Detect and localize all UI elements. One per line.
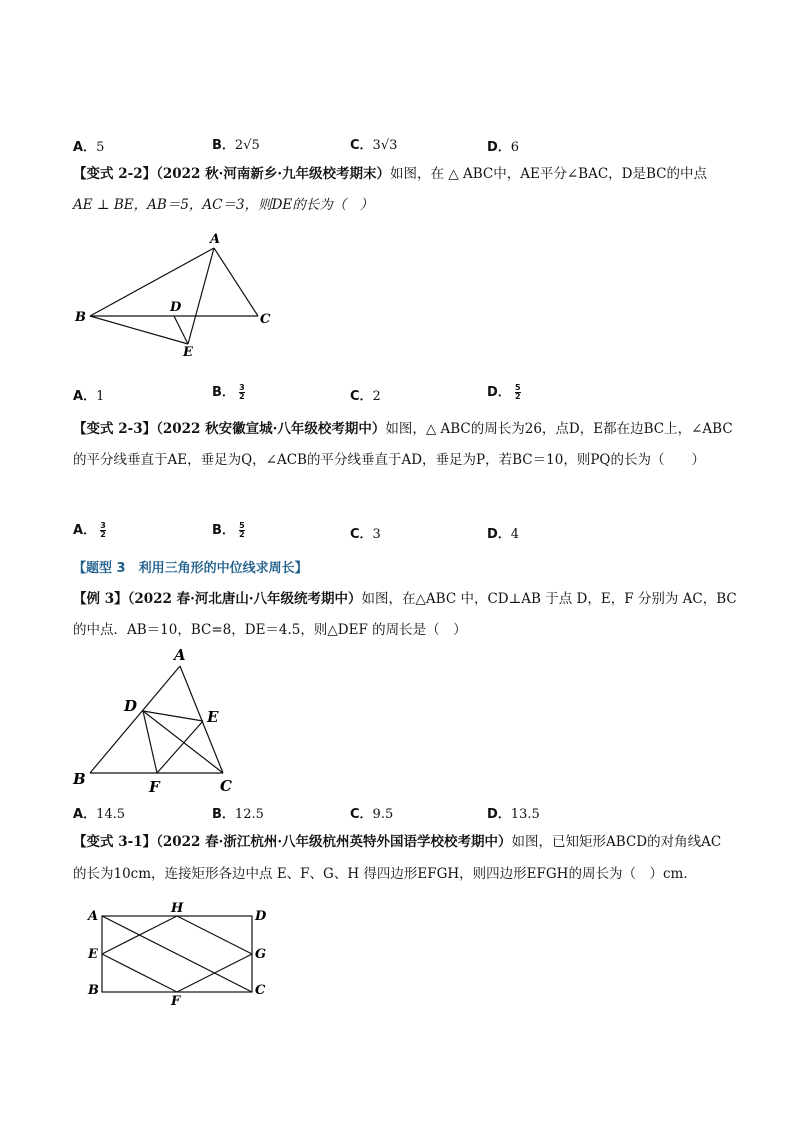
q2-stem-line1: 【变式 2-2】（2022 秋·河南新乡·九年级校考期末）如图，在 △ ABC中，AE平分∠BAC，D是BC的中点 bbox=[73, 166, 707, 182]
q4-segment-ef bbox=[157, 721, 203, 773]
q5-label-e: E bbox=[88, 947, 98, 962]
q5-label-a: A bbox=[88, 909, 99, 924]
q3-stem-line1: 【变式 2-3】（2022 秋安徽宣城·八年级校考期中）如图，△ ABC的周长为26，点D，E都在边BC上，∠ABC bbox=[73, 421, 733, 437]
q2-stem-line2: AE ⊥ BE，AB＝5，AC＝3，则DE的长为（ ） bbox=[73, 197, 374, 213]
q1-option-c: C．3√3 bbox=[350, 138, 398, 153]
q5-label-f: F bbox=[171, 994, 181, 1008]
q2-figure-triangle bbox=[70, 228, 280, 360]
q5-segment-hg bbox=[177, 916, 252, 954]
q3-option-b: B． $\frac{5}{2}$ bbox=[212, 521, 245, 539]
q1-option-d: D．6 bbox=[487, 140, 520, 155]
q5-label-b: B bbox=[88, 983, 99, 998]
q2-segment-ab bbox=[90, 248, 214, 316]
q4-segment-de bbox=[143, 711, 203, 721]
q2-label-a: A bbox=[210, 232, 221, 247]
q4-label-e: E bbox=[207, 708, 219, 726]
q4-option-b: B．12.5 bbox=[212, 807, 264, 822]
q2-segment-de bbox=[174, 316, 188, 344]
q4-stem-line1: 【例 3】（2022 春·河北唐山·八年级统考期中）如图，在△ABC 中，CD⊥AB 于点 D，E，F 分别为 AC，BC bbox=[73, 591, 737, 607]
q5-diagonal-ac bbox=[102, 916, 252, 992]
q4-label-c: C bbox=[220, 777, 232, 795]
q2-option-b: B． $\frac{3}{2}$ bbox=[212, 383, 245, 401]
q5-stem-line2: 的长为10cm，连接矩形各边中点 E、F、G、H 得四边形EFGH，则四边形EFGH的周长为（ ）cm． bbox=[73, 866, 697, 882]
q2-segment-ac bbox=[214, 248, 258, 316]
q3-option-a: A． $\frac{3}{2}$ bbox=[73, 521, 106, 539]
q5-label-c: C bbox=[255, 983, 266, 998]
section-heading: 【题型 3 利用三角形的中位线求周长】 bbox=[73, 561, 308, 576]
q2-label-e: E bbox=[183, 345, 193, 360]
q3-option-c: C．3 bbox=[350, 527, 381, 542]
q4-figure-triangle bbox=[70, 642, 250, 798]
q2-segment-ae bbox=[188, 248, 214, 344]
q2-label-d: D bbox=[170, 300, 182, 315]
q4-label-b: B bbox=[73, 770, 86, 788]
q4-label-d: D bbox=[124, 697, 138, 715]
q4-stem-line2: 的中点．AB＝10，BC=8，DE＝4.5，则△DEF 的周长是（ ） bbox=[73, 622, 467, 638]
q4-segment-ab bbox=[90, 666, 180, 773]
q2-option-d: D． $\frac{5}{2}$ bbox=[487, 383, 521, 401]
q2-segment-be bbox=[90, 316, 188, 344]
q4-label-a: A bbox=[174, 646, 186, 664]
q1-option-a: A．5 bbox=[73, 140, 105, 155]
q2-option-a: A．1 bbox=[73, 389, 105, 404]
q5-stem-line1: 【变式 3-1】（2022 春·浙江杭州·八年级杭州英特外国语学校校考期中）如图，已知矩形ABCD的对角线AC bbox=[73, 834, 722, 850]
q1-option-b: B．2√5 bbox=[212, 138, 260, 153]
q3-option-d: D．4 bbox=[487, 527, 520, 542]
q5-segment-ef bbox=[102, 954, 177, 992]
q4-option-c: C．9.5 bbox=[350, 807, 394, 822]
q4-option-d: D．13.5 bbox=[487, 807, 540, 822]
q4-label-f: F bbox=[149, 778, 160, 796]
q4-option-a: A．14.5 bbox=[73, 807, 126, 822]
q5-label-d: D bbox=[255, 909, 267, 924]
q2-label-c: C bbox=[260, 312, 271, 327]
q5-figure-rectangle bbox=[80, 898, 280, 1008]
q5-label-g: G bbox=[255, 947, 267, 962]
q2-option-c: C．2 bbox=[350, 389, 381, 404]
q5-label-h: H bbox=[171, 901, 184, 916]
q2-label-b: B bbox=[75, 310, 86, 325]
q3-stem-line2: 的平分线垂直于AE，垂足为Q，∠ACB的平分线垂直于AD，垂足为P，若BC＝10，则PQ的长为（ ） bbox=[73, 452, 705, 468]
